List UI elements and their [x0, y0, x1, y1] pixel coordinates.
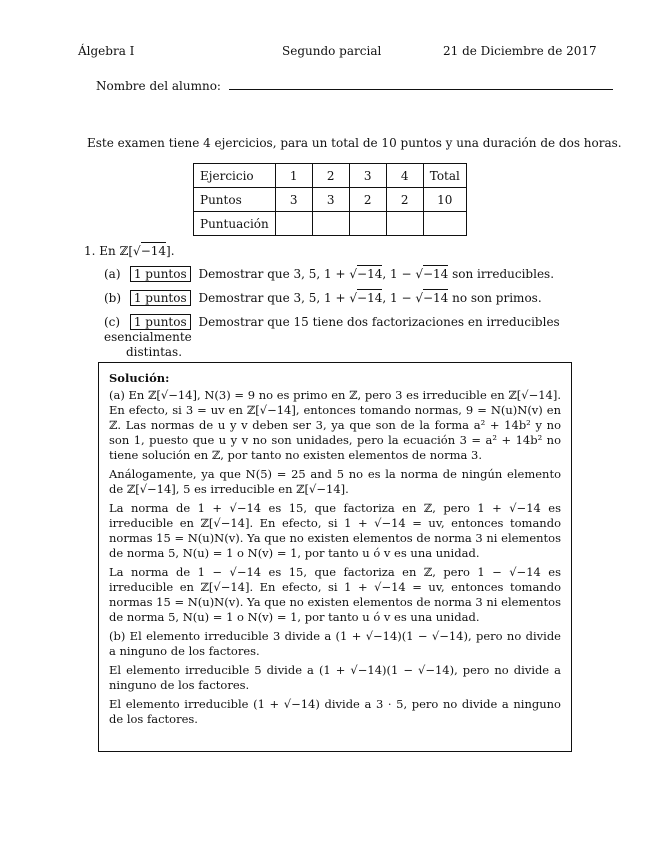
question-number: 1.: [84, 244, 96, 258]
table-cell: 3: [312, 188, 349, 212]
question-suffix: ].: [166, 244, 175, 258]
item-label: (b): [104, 291, 122, 305]
table-cell: 4: [386, 164, 423, 188]
table-cell: 2: [312, 164, 349, 188]
item-radicand: −14: [357, 267, 383, 281]
table-row: [194, 188, 467, 212]
question-prefix: En ℤ[: [99, 244, 134, 258]
item-radicand: −14: [422, 267, 449, 281]
points-box: 1 puntos: [130, 266, 191, 282]
solution-paragraph: Análogamente, ya que N(5) = 25 and 5 no es la norma de ningún elemento de ℤ[√−14], 5 es irreducible en ℤ[√−14].: [109, 467, 561, 496]
score-input-cell[interactable]: [312, 212, 349, 236]
score-input-cell[interactable]: [386, 212, 423, 236]
item-radicand: −14: [422, 291, 449, 305]
item-text: Demostrar que 15 tiene dos factorizaciones en irreducibles esencialmente: [104, 315, 560, 344]
table-cell: 10: [423, 188, 466, 212]
table-cell: Puntos: [194, 188, 276, 212]
score-input-cell[interactable]: [349, 212, 386, 236]
student-name-row: [96, 79, 613, 93]
table-cell: 2: [386, 188, 423, 212]
question-item-c: [104, 315, 584, 360]
points-box: 1 puntos: [130, 314, 191, 330]
item-radicand: −14: [357, 291, 383, 305]
table-cell: Total: [423, 164, 466, 188]
question-item-b: (b) 1 puntos Demostrar que 3, 5, 1 + √−14, 1 − √−14 no son primos.: [104, 291, 542, 305]
question-radicand: −14: [140, 244, 167, 258]
item-text: Demostrar que 3, 5, 1 +: [198, 267, 350, 281]
table-row: [194, 164, 467, 188]
item-label: (a): [104, 267, 121, 281]
question-item-a: (a) 1 puntos Demostrar que 3, 5, 1 + √−14, 1 − √−14 son irreducibles.: [104, 267, 555, 281]
item-text: son irreducibles.: [448, 267, 555, 281]
table-cell: 2: [349, 188, 386, 212]
score-input-cell[interactable]: [423, 212, 466, 236]
item-text: , 1 −: [382, 267, 416, 281]
table-cell: Ejercicio: [194, 164, 276, 188]
course-title: Álgebra I: [78, 44, 135, 58]
solution-paragraph: (b) El elemento irreducible 3 divide a (1 + √−14)(1 − √−14), pero no divide a ninguno de los factores.: [109, 629, 561, 658]
solution-box: [98, 362, 572, 752]
table-cell: Puntuación: [194, 212, 276, 236]
exam-title: Segundo parcial: [282, 44, 382, 58]
item-text: Demostrar que 3, 5, 1 +: [198, 291, 350, 305]
score-table: [193, 163, 467, 236]
exam-intro: Este examen tiene 4 ejercicios, para un total de 10 puntos y una duración de dos horas.: [87, 136, 622, 150]
score-input-cell[interactable]: [275, 212, 312, 236]
solution-paragraph: (a) En ℤ[√−14], N(3) = 9 no es primo en ℤ, pero 3 es irreducible en ℤ[√−14]. En efecto, si 3 = uv en ℤ[√−14], entonces tomando normas, 9 = N(u)N(v) en ℤ. Las normas de u y v deben ser 3, ya que son de la forma a² + 14b² y no son 1, puesto que u y v no son unidades, pero la ecuación 3 = a² + 14b² no tiene solución en ℤ, por tanto no existen elementos de norma 3.: [109, 388, 561, 462]
item-text: distintas.: [126, 345, 183, 359]
solution-title: Solución:: [109, 371, 170, 385]
solution-paragraph: El elemento irreducible (1 + √−14) divide a 3 · 5, pero no divide a ninguno de los factores.: [109, 697, 561, 726]
table-cell: 3: [275, 188, 312, 212]
item-label: (c): [104, 315, 121, 329]
table-cell: 3: [349, 164, 386, 188]
solution-paragraph: La norma de 1 + √−14 es 15, que factoriza en ℤ, pero 1 + √−14 es irreducible en ℤ[√−14]. En efecto, si 1 + √−14 = uv, entonces tomando normas 15 = N(u)N(v). Ya que no existen elementos de norma 3 ni elementos de norma 5, N(u) = 1 o N(v) = 1, por tanto u ó v es una unidad.: [109, 501, 561, 560]
table-cell: 1: [275, 164, 312, 188]
item-text: no son primos.: [448, 291, 542, 305]
solution-paragraph: La norma de 1 − √−14 es 15, que factoriza en ℤ, pero 1 − √−14 es irreducible en ℤ[√−14]. En efecto, si 1 + √−14 = uv, entonces tomando normas 15 = N(u)N(v). Ya que no existen elementos de norma 3 ni elementos de norma 5, N(u) = 1 o N(v) = 1, por tanto u ó v es una unidad.: [109, 565, 561, 624]
student-name-label: Nombre del alumno:: [96, 79, 221, 93]
student-name-line[interactable]: [229, 89, 613, 90]
question-1: 1. En ℤ[√−14].: [84, 244, 175, 258]
table-row: [194, 212, 467, 236]
solution-paragraph: El elemento irreducible 5 divide a (1 + √−14)(1 − √−14), pero no divide a ninguno de los factores.: [109, 663, 561, 692]
points-box: 1 puntos: [130, 290, 191, 306]
exam-date: 21 de Diciembre de 2017: [443, 44, 597, 58]
item-text: , 1 −: [382, 291, 416, 305]
